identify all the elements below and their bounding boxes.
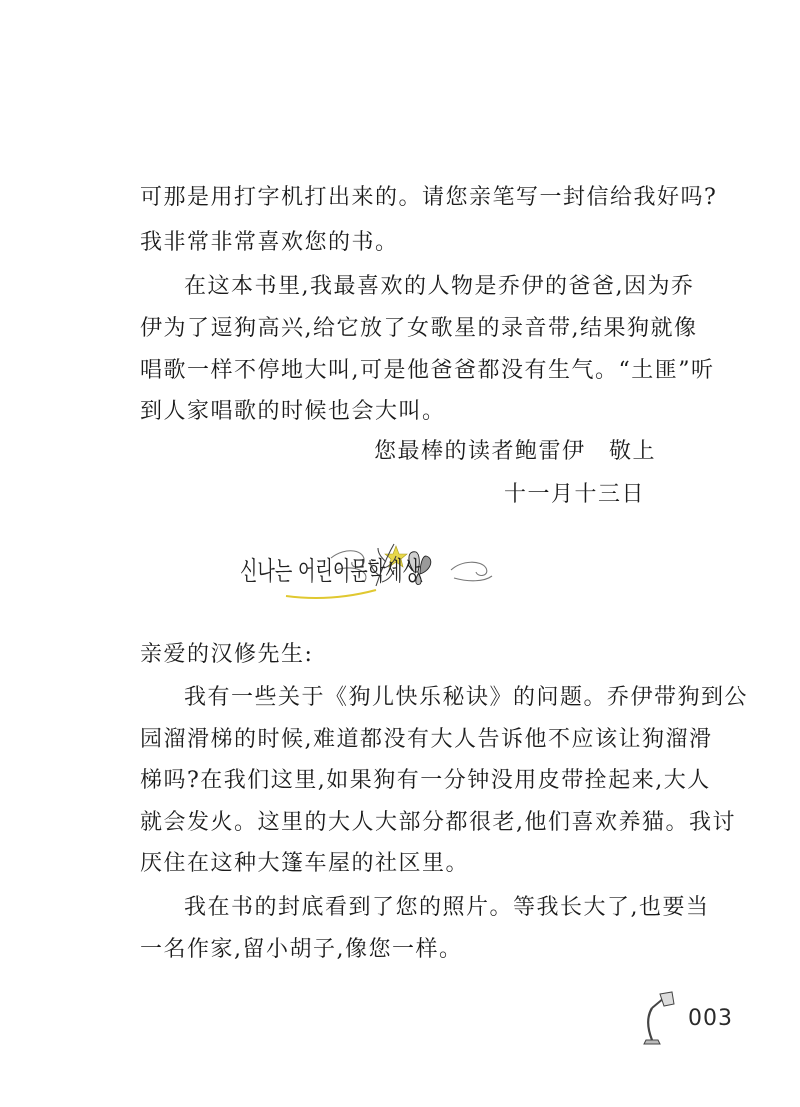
ornament-script-text: 신나는 어린이문학세상 bbox=[240, 557, 420, 587]
page-number: 003 bbox=[688, 1006, 733, 1031]
letter1-date: 十一月十三日 bbox=[504, 482, 646, 507]
letter2-line-2: 园溜滑梯的时候,难道都没有大人告诉他不应该让狗溜滑 bbox=[140, 727, 713, 752]
letter1-line-1: 可那是用打字机打出来的。请您亲笔写一封信给我好吗? bbox=[140, 185, 718, 210]
letter1-line-3: 在这本书里,我最喜欢的人物是乔伊的爸爸,因为乔 bbox=[184, 274, 695, 299]
letter2-line-1: 我有一些关于《狗儿快乐秘诀》的问题。乔伊带狗到公 bbox=[184, 685, 749, 710]
letter2-line-7: 一名作家,留小胡子,像您一样。 bbox=[140, 937, 463, 962]
letter1-line-5: 唱歌一样不停地大叫,可是他爸爸都没有生气。“土匪”听 bbox=[140, 358, 715, 383]
letter1-line-4: 伊为了逗狗高兴,给它放了女歌星的录音带,结果狗就像 bbox=[140, 316, 698, 341]
letter2-line-4: 就会发火。这里的大人大部分都很老,他们喜欢养猫。我讨 bbox=[140, 810, 736, 835]
letter2-line-6: 我在书的封底看到了您的照片。等我长大了,也要当 bbox=[184, 895, 710, 920]
letter1-line-6: 到人家唱歌的时候也会大叫。 bbox=[140, 399, 446, 424]
letter2-line-5: 厌住在这种大篷车屋的社区里。 bbox=[140, 851, 470, 876]
letter1-signature: 您最棒的读者鲍雷伊 敬上 bbox=[374, 439, 657, 464]
letter2-salutation: 亲爱的汉修先生: bbox=[140, 642, 314, 667]
letter2-line-3: 梯吗?在我们这里,如果狗有一分钟没用皮带拴起来,大人 bbox=[140, 768, 711, 793]
section-ornament bbox=[236, 536, 508, 610]
letter1-line-2: 我非常非常喜欢您的书。 bbox=[140, 230, 399, 255]
